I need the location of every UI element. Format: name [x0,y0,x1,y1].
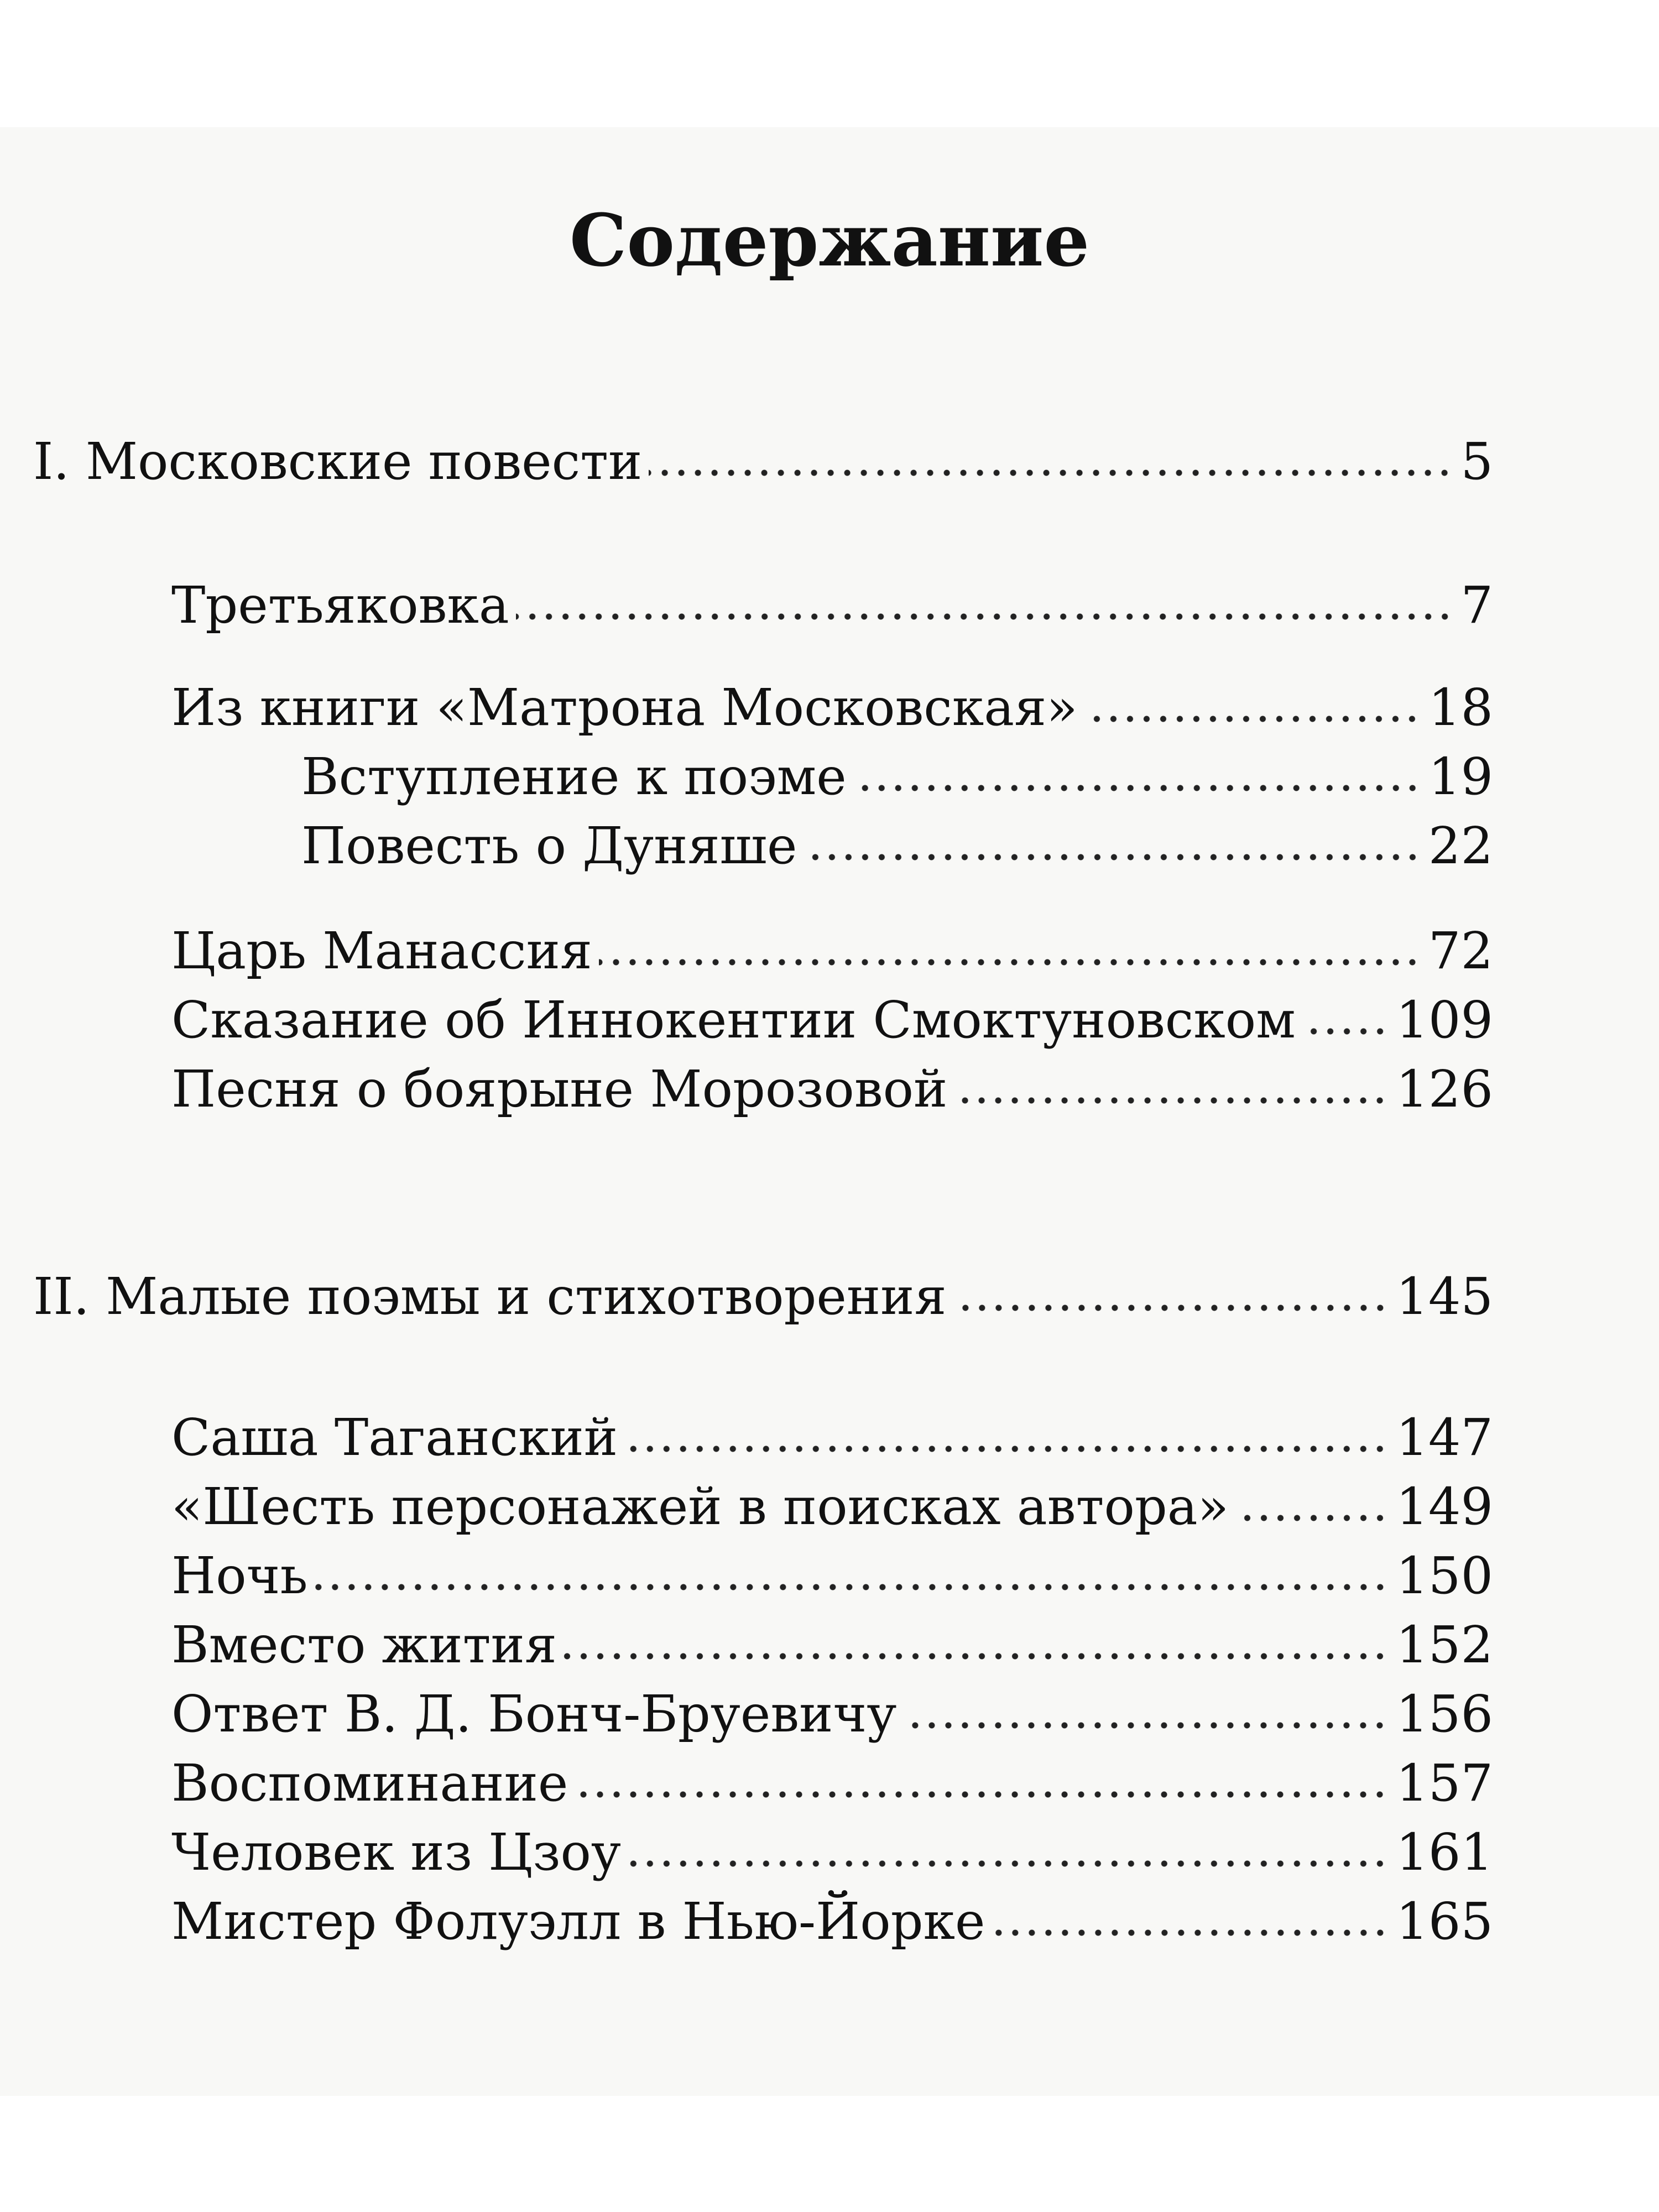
toc-page-number: 150 [1396,1546,1493,1605]
page-title: Содержание [569,198,1090,283]
toc-entry [171,677,1493,738]
toc-entry [171,1753,1493,1814]
dot-leader [992,1926,1389,1940]
toc-page-number: 161 [1396,1823,1493,1882]
toc-page-number: 152 [1396,1615,1493,1674]
dot-leader [1084,712,1420,726]
toc-entry-label: Человек из Цзоу [171,1823,622,1882]
toc-entry-label: Из книги «Матрона Московская» [171,678,1078,737]
dot-leader [628,1856,1388,1871]
toc-page-number: 156 [1396,1684,1493,1744]
toc-page-number: 126 [1396,1060,1493,1119]
toc-entry [171,1822,1493,1883]
toc-page-number: 72 [1428,921,1493,980]
toc-entry [171,990,1493,1051]
dot-leader [575,1787,1388,1802]
toc-entry-label: Ответ В. Д. Бонч-Бруевичу [171,1684,897,1744]
toc-entry-label: Воспоминание [171,1754,568,1813]
dot-leader [599,955,1421,969]
toc-entry [171,1059,1493,1120]
toc-entry-label: Вступление к поэме [301,747,847,806]
dot-leader [564,1649,1389,1663]
toc-entry [171,1477,1493,1537]
dot-leader [624,1442,1388,1456]
toc-entry-label: Повесть о Дуняше [301,816,797,875]
toc-entry [171,921,1493,982]
dot-leader [315,1580,1389,1594]
toc-entry-label: Мистер Фолуэлл в Нью-Йорке [171,1892,985,1951]
toc-entry [171,1891,1493,1952]
toc-page-number: 165 [1396,1892,1493,1951]
toc-subentry [301,816,1493,877]
toc-page-number: 147 [1396,1408,1493,1467]
toc-entry-label: Ночь [171,1546,308,1605]
toc-page-number: 19 [1428,747,1493,806]
toc-subentry [301,747,1493,807]
dot-leader [954,1093,1388,1108]
toc-page-number: 7 [1460,576,1493,635]
toc-page-number: 145 [1396,1267,1493,1326]
toc-section-entry [33,1266,1493,1327]
toc-entry [171,575,1493,636]
toc-page-number: 5 [1460,432,1493,491]
dot-leader [804,850,1421,864]
dot-leader [953,1301,1389,1315]
toc-entry-label: II. Малые поэмы и стихотворения [33,1267,947,1326]
toc-entry [171,1407,1493,1468]
dot-leader [516,609,1453,624]
toc-page-number: 157 [1396,1754,1493,1813]
dot-leader [649,466,1453,480]
dot-leader [853,781,1421,795]
toc-page-number: 22 [1428,816,1493,875]
toc-page-number: 149 [1396,1477,1493,1536]
toc-entry-label: «Шесть персонажей в поисках автора» [171,1477,1229,1536]
toc-page-number: 18 [1428,678,1493,737]
toc-entry-label: Сказание об Иннокентии Смоктуновском [171,990,1296,1050]
toc-entry [171,1615,1493,1676]
toc-entry-label: Саша Таганский [171,1408,618,1467]
toc-entry-label: Вместо жития [171,1615,557,1674]
toc-entry [171,1684,1493,1745]
toc-entry-label: I. Московские повести [33,432,643,491]
toc-entry-label: Песня о боярыне Морозовой [171,1060,948,1119]
dot-leader [1235,1511,1389,1525]
dot-leader [903,1718,1388,1733]
toc-section-entry [33,431,1493,492]
toc-page-number: 109 [1396,990,1493,1050]
toc-entry-label: Царь Манассия [171,921,592,980]
dot-leader [1302,1024,1389,1039]
toc-entry-label: Третьяковка [171,576,509,635]
toc-entry [171,1546,1493,1606]
